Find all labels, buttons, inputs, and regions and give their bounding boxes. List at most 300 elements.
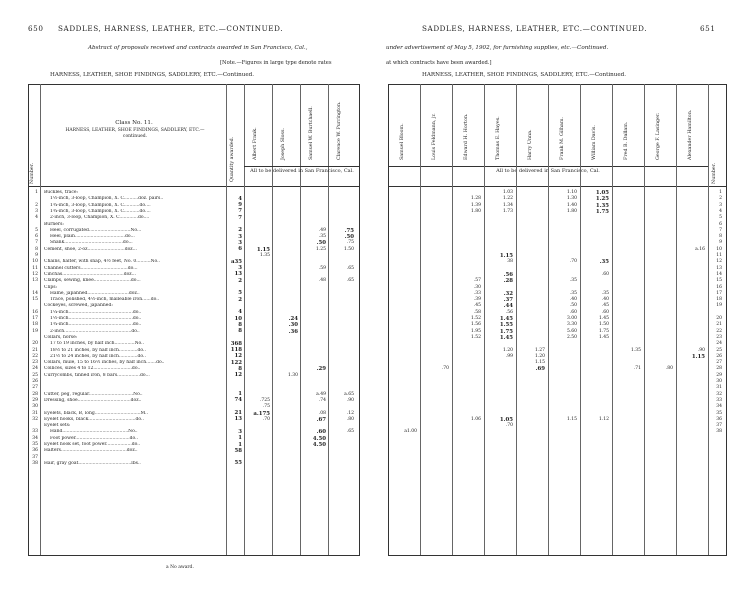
left-delivery-note: All to be delivered in San Francisco, Cal. [250,168,354,174]
left-row-quantity: 4 [238,309,242,316]
left-row-number: 23 [32,360,38,366]
left-row-quantity: 12 [234,353,242,360]
left-row-quantity: 7 [238,214,242,221]
left-row-bid: .67 [316,416,326,423]
left-row-item: 21½ to 24 inches, by half inch.............do.. [50,353,146,359]
left-row-item: Collars, horse: [44,334,78,340]
right-row-number: 2 [719,196,722,202]
left-row-quantity: 2 [238,227,242,234]
left-row-quantity: 2 [238,277,242,284]
right-row-bid: 1.75 [598,328,609,334]
left-row-quantity: 58 [234,447,242,454]
right-col-divider [516,84,517,555]
right-row-bid: a.16 [695,246,705,252]
left-row-bid: .36 [288,328,298,335]
right-row-bid: .35 [599,259,609,266]
left-row-item: Hame, japanned.............................doz.. [50,290,140,296]
right-row-number: 30 [716,379,722,384]
right-row-bid: 1.05 [499,416,513,423]
right-row-number: 38 [716,429,722,435]
left-row-number: 8 [35,246,38,252]
left-table-title: HARNESS, LEATHER, SHOE FINDINGS, SADDLERY, ETC.—Continued. [50,72,255,78]
left-row-bid: .75 [344,227,354,234]
right-row-number: 13 [716,265,722,271]
right-row-bid: .70 [505,423,513,429]
left-col-divider-qty [244,84,245,555]
left-col-divider-b1 [272,84,273,555]
right-row-number: 28 [716,366,722,372]
left-row-item: 1¾-inch, 3-loop, Champion, X. C...........do.... [50,202,151,208]
left-row-bid: .24 [288,316,298,322]
right-bidder-name: Harry Unna. [528,129,533,160]
right-row-bid: 1.52 [470,316,481,321]
right-bidder-name: Alexander Hamilton. [688,109,693,160]
left-row-item: Cockeyes, screwed, japanned: [44,303,113,309]
left-row-item: 1¼-inch.............................................do.. [50,309,142,315]
left-row-item: 1¾-inch.............................................do.. [50,322,142,328]
left-row-bid: 1.15 [256,246,270,253]
right-row-number: 25 [716,347,722,353]
right-delivery-note: All to be delivered in San Francisco, Cal. [496,168,600,174]
right-row-bid: 2.50 [566,334,577,340]
right-row-bid: 1.10 [566,190,577,195]
left-row-number: 33 [32,429,38,435]
right-row-bid: 1.73 [502,208,513,214]
right-row-bid: .45 [473,303,481,309]
left-row-item: 1½-inch, 3-loop, Champion, X. C..........doz. pairs.. [50,196,164,202]
right-row-bid: 1.95 [470,328,481,334]
right-row-bid: .33 [473,290,481,296]
left-row-item: 1¾-inch, 3-loop, Champion, X. C...........do.... [50,208,151,214]
right-row-number: 1 [719,190,722,195]
right-row-number: 23 [716,334,722,340]
left-row-number: 28 [32,391,38,397]
right-row-number: 36 [716,416,722,422]
left-row-quantity: 74 [234,397,242,404]
left-row-number: 3 [35,208,38,214]
left-row-bid: .80 [346,416,354,422]
left-row-bid: 1.35 [259,253,270,258]
left-row-bid: .30 [288,322,298,329]
left-row-bid: 1.25 [315,246,326,252]
left-row-item: Channel cutters.................................do... [44,265,138,271]
right-row-number: 18 [716,297,722,303]
right-row-bid: 1.35 [630,347,641,353]
right-col-divider [580,84,581,555]
left-row-number: 36 [32,448,38,454]
left-bidder-4: Clarence W. Purrington. [337,101,342,160]
left-row-number: 9 [35,253,38,258]
right-row-bid: .60 [569,309,577,315]
left-row-item: Heel, plain...................................do... [50,234,135,240]
left-row-quantity: 12 [234,372,242,379]
right-row-bid: 1.15 [566,416,577,422]
right-row-bid: .60 [601,271,609,277]
right-row-number: 26 [716,353,722,359]
left-row-item: Shank.........................................do... [50,240,133,246]
right-row-bid: 1.55 [499,322,513,329]
right-header-number: Number. [712,162,717,184]
left-row-item: Eyelet sets: [44,423,71,429]
left-row-bid: .29 [316,366,326,373]
right-row-bid: .70 [569,259,577,265]
left-row-bid: .74 [318,397,326,403]
right-row-bid: .37 [503,297,513,304]
left-row-item: Halters..............................................doz.. [44,448,138,454]
left-row-quantity: 9 [238,202,242,209]
left-row-number: 6 [35,234,38,240]
left-row-bid: .725 [259,397,270,403]
right-row-number: 12 [716,259,722,265]
right-row-number: 7 [719,227,722,233]
left-row-number: 14 [32,290,38,296]
right-row-number: 37 [716,423,722,429]
left-row-quantity: 21 [234,410,242,416]
left-row-number: 38 [32,460,38,466]
right-note: at which contracts have been awarded.] [386,60,492,66]
right-row-number: 31 [716,385,722,391]
right-row-bid: .35 [569,290,577,296]
right-row-number: 16 [716,284,722,290]
right-row-bid: .44 [503,303,513,310]
left-row-quantity: 7 [238,208,242,215]
right-row-bid: 1.45 [598,316,609,321]
left-row-item: Clamps, sewing, knee..........................do... [44,278,141,284]
right-row-bid: 1.45 [598,334,609,340]
right-row-bid: 1.80 [566,208,577,214]
left-row-item: Eyelet hooks, black.................................do.. [44,416,144,422]
left-row-quantity: 118 [230,347,242,353]
left-row-item: Eyelets, black, B, long................................M.. [44,410,149,416]
right-row-bid: 1.50 [598,322,609,328]
left-row-item: 18½ to 21 inches, by half inch.............do.. [50,347,146,353]
left-note: [Note.—Figures in large type denote rates [220,60,332,66]
right-col-divider [452,84,453,555]
right-row-bid: 1.28 [470,196,481,202]
left-footnote: a No award. [166,565,194,570]
left-row-number: 1 [35,190,38,195]
right-row-bid: 1.80 [470,208,481,214]
left-row-number: 5 [35,227,38,233]
right-row-number: 15 [716,278,722,284]
right-row-bid: .35 [569,278,577,284]
right-row-bid: .32 [503,290,513,297]
right-row-number: 4 [719,208,722,214]
left-row-item: 2-inch, 3-loop, Champion, X. C.............do.... [50,215,150,221]
right-col-divider [484,84,485,555]
left-row-number: 11 [32,265,38,271]
left-row-quantity: 55 [234,460,242,467]
left-row-quantity: 4 [238,195,242,202]
right-col-divider [612,84,613,555]
left-row-item: Cement, shoe, 2-oz..........................doz... [44,246,137,252]
right-row-bid: 1.27 [534,347,545,353]
right-bidder-name: Edward H. Horton. [464,113,469,160]
left-row-number: 30 [32,404,38,410]
left-row-item: Collars, mule, 15 to 16½ inches, by half inch.......do.. [44,360,165,366]
right-row-bid: 1.45 [499,334,513,341]
left-row-number: 15 [32,297,38,303]
right-page [372,0,737,600]
right-row-bid: .60 [601,309,609,315]
right-row-bid: .90 [697,347,705,353]
left-row-number: 25 [32,372,38,378]
left-row-item: 17 to 19 inches, by half inch..............No.. [50,341,145,347]
left-page [0,0,368,600]
left-row-bid: 1.50 [343,246,354,252]
right-row-bid: 1.06 [470,416,481,422]
left-row-item: Clips: [44,284,58,290]
left-row-number: 12 [32,271,38,277]
left-row-item: Hand..............................................No.. [50,429,138,435]
left-row-number: 35 [32,442,38,447]
left-row-bid: .50 [344,234,354,241]
right-bidder-name: Louis Feldmann, jr. [432,113,437,160]
right-col-divider [548,84,549,555]
right-row-number: 11 [716,253,722,258]
left-row-bid: 4.50 [312,442,326,448]
right-row-bid: .69 [535,366,545,373]
left-row-number: 22 [32,353,38,359]
right-row-bid: 1.40 [566,202,577,208]
left-bidder-divider [244,166,359,167]
right-row-bid: .30 [473,284,481,290]
left-row-item: Buckles, trace: [44,190,79,195]
left-row-bid: a.49 [316,391,326,397]
right-row-bid: .28 [503,278,513,285]
right-row-number: 5 [719,215,722,221]
right-row-bid: 1.15 [499,253,513,259]
left-row-number: 37 [32,454,38,460]
left-row-number: 32 [32,416,38,422]
right-row-number: 29 [716,372,722,378]
right-row-bid: .56 [505,309,513,315]
left-row-item: Currycombs, tinned iron, 8 bars................do... [44,372,150,378]
right-row-bid: 1.75 [499,328,513,335]
right-row-bid: .57 [473,278,481,284]
left-row-bid: .65 [346,429,354,435]
left-row-bid: .65 [346,278,354,284]
right-row-bid: 1.25 [595,196,609,203]
right-col-divider [420,84,421,555]
right-row-number: 20 [716,316,722,321]
right-bidder-name: Samuel Bloom. [400,123,405,160]
right-row-bid: 1.35 [595,202,609,209]
left-col-divider-b3 [328,84,329,555]
left-row-number: 21 [32,347,38,353]
left-row-quantity: 122 [230,359,242,366]
right-row-bid: 1.20 [534,353,545,359]
right-row-bid: .71 [633,366,641,372]
right-row-bid: 1.15 [691,353,705,360]
left-running-head: SADDLES, HARNESS, LEATHER, ETC.—CONTINUED. [58,24,284,33]
left-row-quantity: 8 [238,365,242,372]
left-row-quantity: 1 [238,435,242,442]
right-page-number: 651 [700,24,716,33]
right-row-number: 24 [716,341,722,347]
left-row-bid: .35 [318,234,326,240]
left-row-item: Trace, polished, 4½-inch, malleable iron......do.. [50,297,160,303]
left-bidder-1: Albert Frank. [253,127,258,160]
right-row-bid: 3.00 [566,316,577,321]
left-row-number: 7 [35,240,38,246]
right-row-number: 19 [716,303,722,309]
right-row-bid: 38 [507,259,513,265]
left-row-quantity: 3 [238,239,242,246]
left-row-quantity: 8 [238,328,242,335]
right-bidder-name: Fred B. Dallam. [624,121,629,160]
left-row-number: 2 [35,202,38,208]
left-subtitle: Abstract of proposals received and contracts awarded in San Francisco, Cal., [88,45,308,51]
right-row-number: 35 [716,410,722,416]
left-row-number: 4 [35,215,38,221]
left-row-bid: .90 [346,397,354,403]
left-row-number: 10 [32,259,38,265]
left-row-item: Foot power......................................do.. [50,435,139,441]
right-row-bid: .40 [569,297,577,303]
right-row-bid: .45 [601,303,609,309]
left-col-divider-num [40,84,41,555]
left-row-bid: 4.50 [312,435,326,442]
right-row-bid: .70 [441,366,449,372]
right-row-bid: 1.56 [470,322,481,328]
left-row-quantity: 1 [238,441,242,448]
right-row-bid: 1.52 [470,334,481,340]
left-row-bid: .48 [318,278,326,284]
left-row-number: 16 [32,309,38,315]
left-row-number: 27 [32,385,38,391]
right-row-number: 17 [716,290,722,296]
left-row-quantity: 5 [238,290,242,297]
right-row-number: 3 [719,202,722,208]
right-row-bid: 1.20 [502,347,513,353]
right-bidder-name: Frank M. Gilham. [560,117,565,160]
left-row-quantity: 10 [234,315,242,322]
left-row-bid: .60 [316,429,326,436]
left-class-title: Class No. 11. [115,120,153,126]
left-row-item: Cinchas...........................................doz... [44,271,136,277]
left-row-quantity: 6 [238,246,242,253]
right-row-number: 10 [716,246,722,252]
left-row-bid: .65 [346,265,354,271]
left-row-quantity: 1 [238,391,242,398]
right-col-divider [644,84,645,555]
left-row-item: Dressing, shoe.....................................doz.. [44,397,142,403]
left-row-bid: .75 [346,240,354,246]
right-row-bid: 1.39 [470,202,481,208]
left-row-item: Chains, halter, with snap, 4½ feet, No. 0..........No.. [44,259,160,265]
left-row-number: 19 [32,328,38,334]
right-row-bid: a1.00 [404,429,417,435]
left-row-item: Heel, corrugated.............................No... [50,227,142,233]
left-header-divider [28,186,359,187]
left-row-number: 20 [32,341,38,347]
right-row-number: 22 [716,328,722,334]
left-row-quantity: 2 [238,296,242,303]
right-row-number: 9 [719,240,722,246]
left-row-quantity: 3 [238,428,242,435]
right-bidder-name: Thomas E. Hayes. [496,116,501,160]
right-row-number: 21 [716,322,722,328]
right-row-bid: 1.12 [598,416,609,422]
left-row-bid: .08 [318,410,326,416]
right-running-head: SADDLES, HARNESS, LEATHER, ETC.—CONTINUED. [422,24,648,33]
left-row-bid: .12 [346,410,354,416]
left-row-item: Cutter, peg, regular...............................No.. [44,391,143,397]
left-row-bid: .75 [262,404,270,410]
right-row-bid: 1.22 [502,196,513,202]
left-row-item: Burners: [44,221,64,227]
right-row-bid: 1.75 [595,208,609,215]
right-bidder-name: George F. Lasinger. [656,112,661,160]
left-row-bid: a.65 [344,391,354,397]
left-row-item: Collices, sizes 4 to 12...........................do.. [44,366,141,372]
left-row-item: 2-inch...............................................do.. [50,328,140,334]
left-row-quantity: 368 [230,340,242,347]
right-row-bid: .35 [601,290,609,296]
right-row-bid: .40 [601,297,609,303]
right-row-bid: .56 [503,271,513,278]
right-table-title: HARNESS, LEATHER, SHOE FINDINGS, SADDLERY, ETC.—Continued. [422,72,627,78]
right-row-bid: 1.30 [566,196,577,202]
left-row-number: 13 [32,278,38,284]
left-header-quantity: Quantity awarded. [230,136,235,182]
right-col-divider [676,84,677,555]
left-row-bid: a.175 [253,410,270,417]
left-row-number: 34 [32,435,38,441]
right-row-bid: .50 [569,303,577,309]
right-row-number: 27 [716,360,722,366]
right-col-divider-num [708,84,709,555]
left-row-bid: .49 [318,227,326,233]
left-row-bid: .70 [262,416,270,422]
right-row-number: 34 [716,404,722,410]
left-row-number: 17 [32,316,38,321]
left-row-quantity: a35 [231,258,242,265]
right-row-bid: .39 [473,297,481,303]
left-row-quantity: 3 [238,233,242,240]
left-row-quantity: 13 [234,416,242,423]
right-row-bid: 1.15 [534,360,545,366]
left-bidder-3: Samuel W. Burtchaell. [309,106,314,160]
right-row-number: 32 [716,391,722,397]
left-header-number: Number. [30,162,35,184]
left-page-number: 650 [28,24,44,33]
right-row-number: 6 [719,221,722,227]
left-row-bid: .59 [318,265,326,271]
left-row-bid: .50 [316,240,326,247]
right-row-bid: 1.34 [502,202,513,208]
right-bidder-name: William Davis. [592,125,597,160]
left-row-number: 26 [32,379,38,384]
right-row-number: 33 [716,397,722,403]
right-row-bid: 1.05 [595,190,609,196]
right-row-bid: 1.45 [499,316,513,322]
left-row-item: Hair, gray goat.....................................lbs.. [44,460,141,466]
left-row-bid: 1.30 [287,372,298,378]
right-row-bid: .58 [473,309,481,315]
right-row-number: 14 [716,271,722,277]
left-row-quantity: 8 [238,321,242,328]
right-row-bid: 5.60 [566,328,577,334]
left-row-quantity: 3 [238,265,242,272]
left-row-item: Eyelet hook set, foot power..................do.. [44,442,141,447]
left-row-item: 1½-inch.............................................do.. [50,316,142,321]
left-class-subtitle: HARNESS, LEATHER, SHOE FINDINGS, SADDLERY, ETC.—continued. [65,128,205,139]
left-row-number: 31 [32,410,38,416]
right-row-bid: 1.03 [502,190,513,195]
left-bidder-2: Joseph Sloss. [281,128,286,160]
